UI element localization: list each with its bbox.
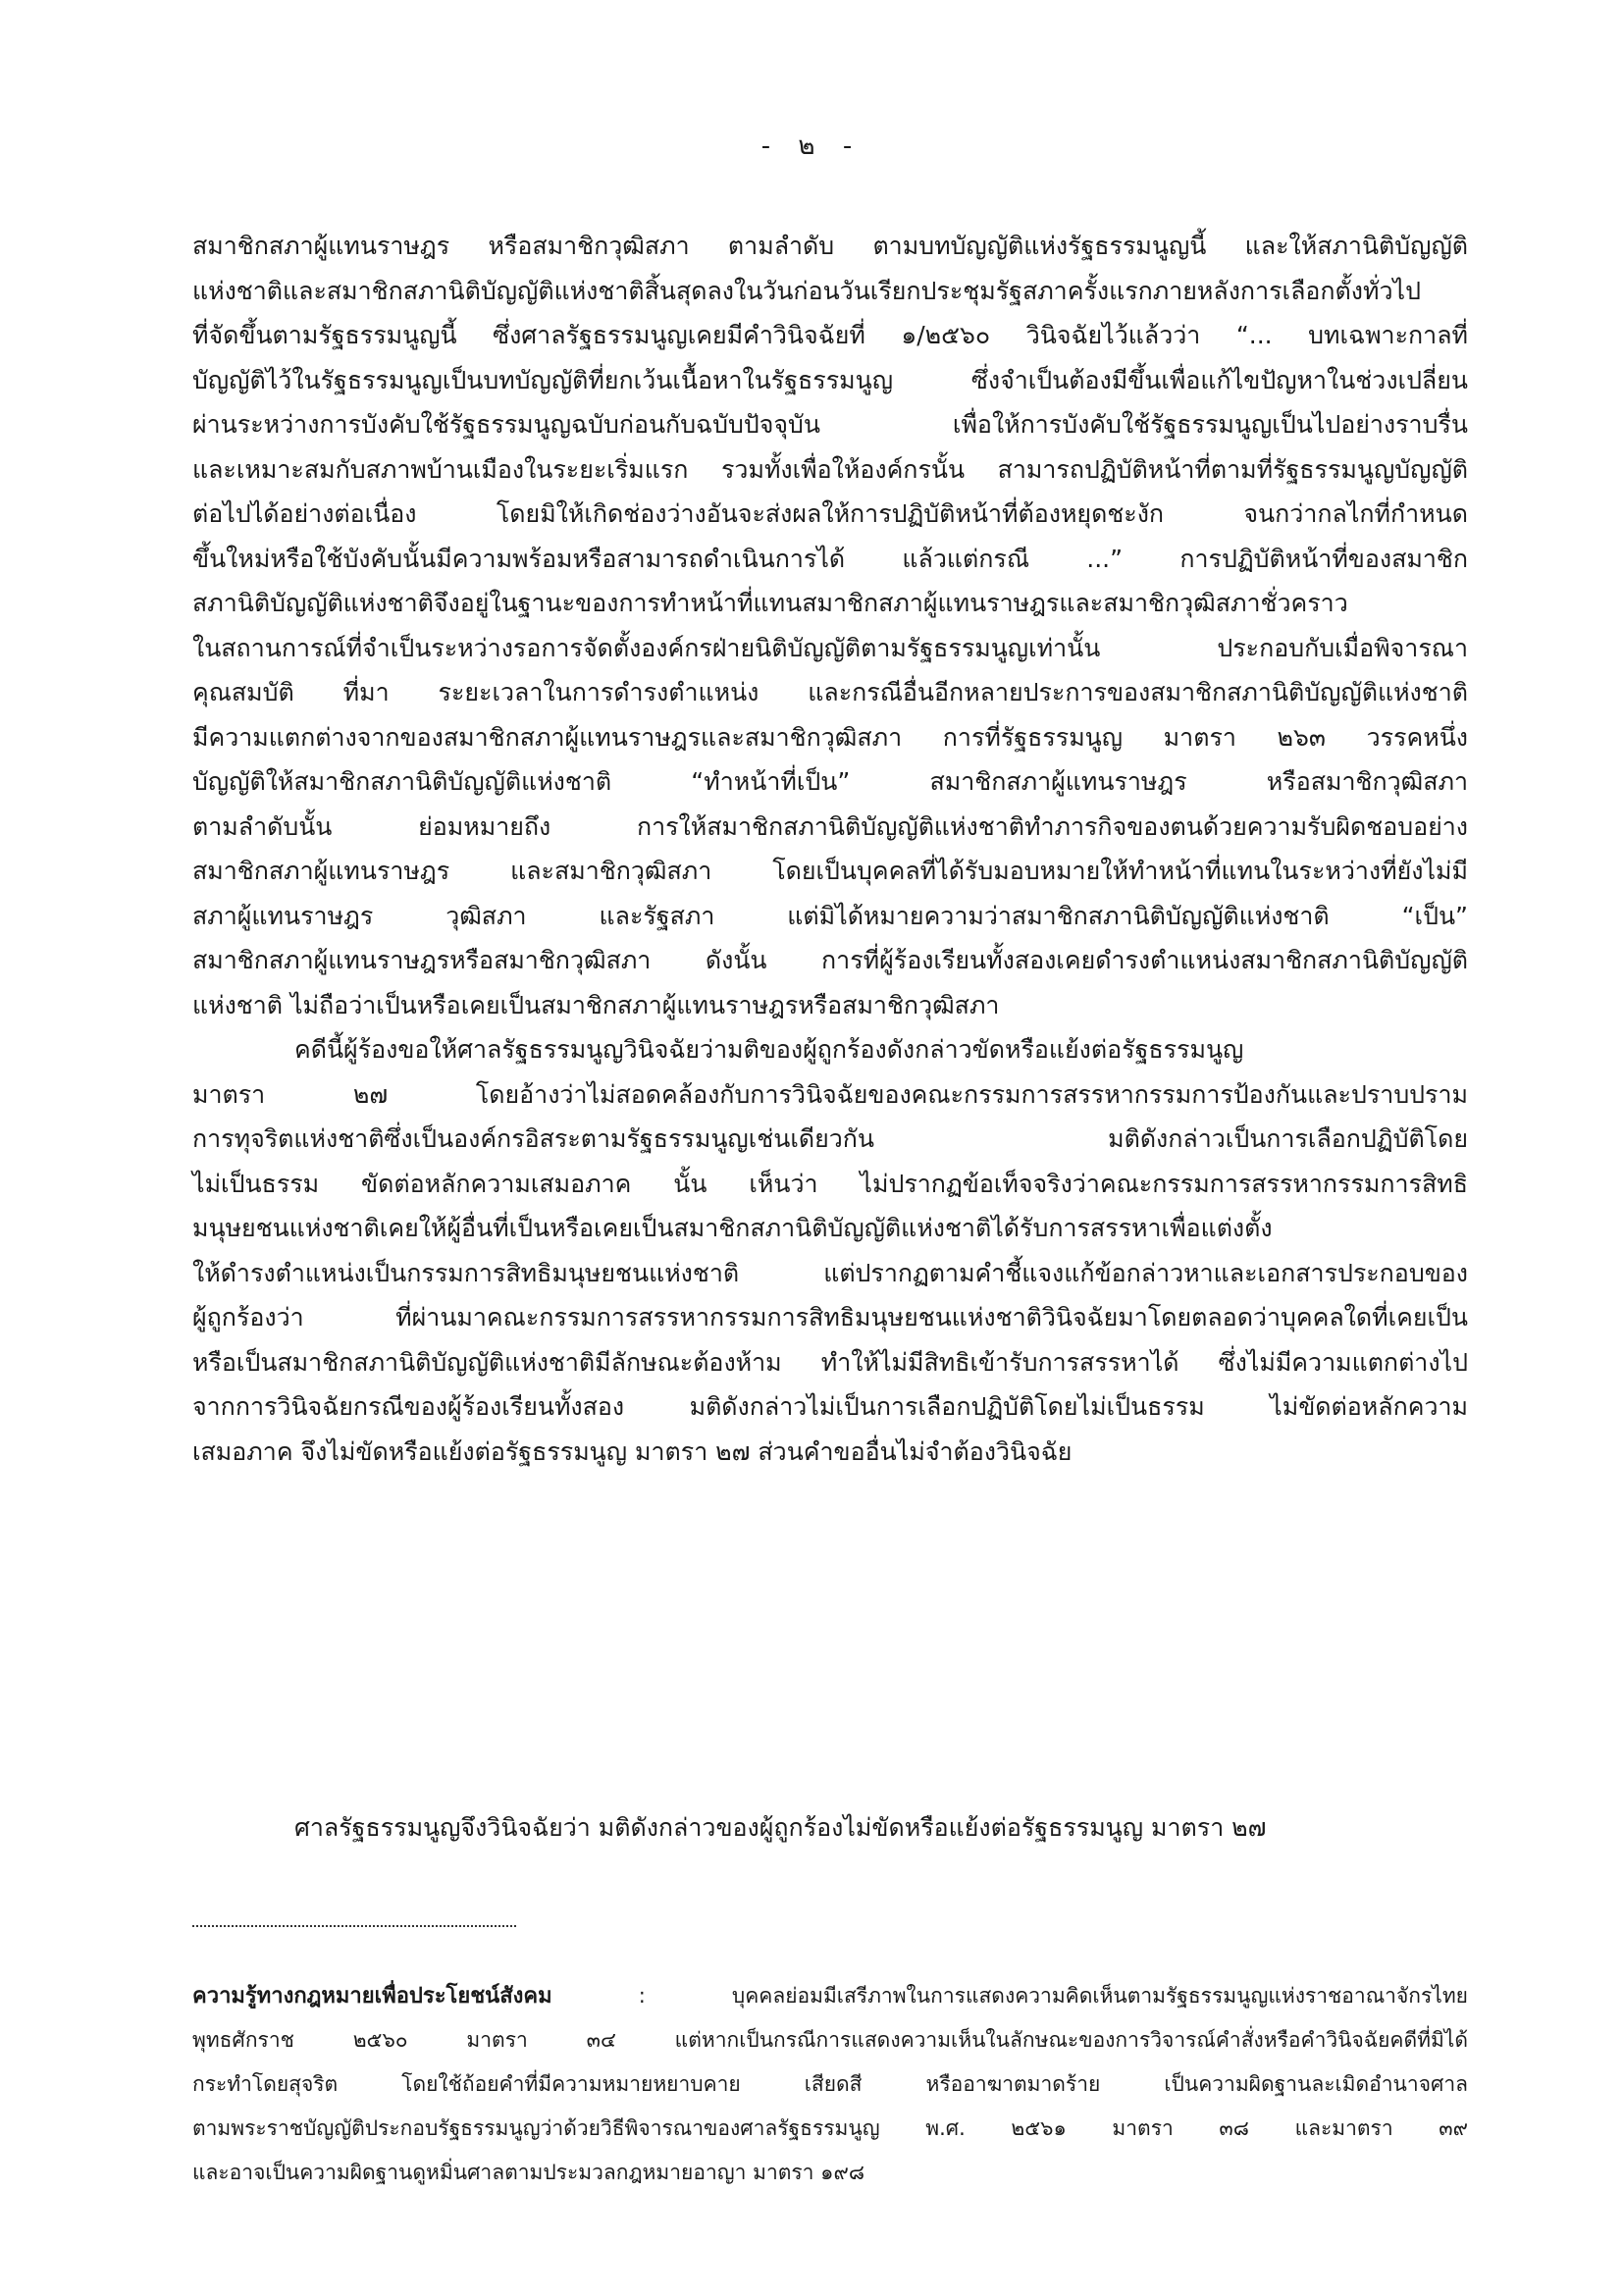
text-line: สภานิติบัญญัติแห่งชาติจึงอยู่ในฐานะของการทำหน้าที่แทนสมาชิกสภาผู้แทนราษฎรและสมาชิกวุฒิสภาชั่วคราว bbox=[192, 589, 1348, 617]
text-line: สมาชิกสภาผู้แทนราษฎร หรือสมาชิกวุฒิสภา ตามลำดับ ตามบทบัญญัติแห่งรัฐธรรมนูญนี้ และให้สภานิติบัญญัติ bbox=[192, 232, 1468, 260]
text-line: หรือเป็นสมาชิกสภานิติบัญญัติแห่งชาติมีลักษณะต้องห้าม ทำให้ไม่มีสิทธิเข้ารับการสรรหาได้ ซึ่งไม่มีความแตกต่างไป bbox=[192, 1347, 1468, 1377]
text-line: ต่อไปได้อย่างต่อเนื่อง โดยมิให้เกิดช่องว่างอันจะส่งผลให้การปฏิบัติหน้าที่ต้องหยุดชะงัก จนกว่ากลไกที่กำหนด bbox=[192, 499, 1468, 528]
text-line: มีความแตกต่างจากของสมาชิกสภาผู้แทนราษฎรและสมาชิกวุฒิสภา การที่รัฐธรรมนูญ มาตรา ๒๖๓ วรรคหนึ่ง bbox=[192, 722, 1468, 752]
verdict-paragraph: ศาลรัฐธรรมนูญจึงวินิจฉัยว่า มติดังกล่าวของผู้ถูกร้องไม่ขัดหรือแย้งต่อรัฐธรรมนูญ มาตรา ๒๗ bbox=[294, 1813, 1267, 1842]
text-line: สมาชิกสภาผู้แทนราษฎร และสมาชิกวุฒิสภา โดยเป็นบุคคลที่ได้รับมอบหมายให้ทำหน้าที่แทนในระหว่างที่ยังไม่มี bbox=[192, 857, 1468, 885]
footnote-separator bbox=[192, 1925, 516, 1927]
paragraph-2 bbox=[192, 1027, 1468, 1474]
page-number: - ๒ - bbox=[760, 131, 863, 161]
text-line: คดีนี้ผู้ร้องขอให้ศาลรัฐธรรมนูญวินิจฉัยว่ามติของผู้ถูกร้องดังกล่าวขัดหรือแย้งต่อรัฐธรรมนูญ bbox=[294, 1035, 1244, 1064]
text-line: สภาผู้แทนราษฎร วุฒิสภา และรัฐสภา แต่มิได้หมายความว่าสมาชิกสภานิติบัญญัติแห่งชาติ “เป็น” bbox=[192, 901, 1468, 930]
text-line: บัญญัติให้สมาชิกสภานิติบัญญัติแห่งชาติ “ทำหน้าที่เป็น” สมาชิกสภาผู้แทนราษฎร หรือสมาชิกวุฒิสภา bbox=[192, 767, 1468, 796]
footnote-title: ความรู้ทางกฎหมายเพื่อประโยชน์สังคม bbox=[192, 1984, 552, 2009]
paragraph-1 bbox=[192, 224, 1468, 1027]
footnote-text: บุคคลย่อมมีเสรีภาพในการแสดงความคิดเห็นตามรัฐธรรมนูญแห่งราชอาณาจักรไทย bbox=[731, 1984, 1468, 2008]
text-line: ตามลำดับนั้น ย่อมหมายถึง การให้สมาชิกสภานิติบัญญัติแห่งชาติทำภารกิจของตนด้วยความรับผิดชอบอย่าง bbox=[192, 811, 1468, 841]
text-line: คุณสมบัติ ที่มา ระยะเวลาในการดำรงตำแหน่ง และกรณีอื่นอีกหลายประการของสมาชิกสภานิติบัญญัติแห่งชาติ bbox=[192, 678, 1468, 706]
footnote-line: และอาจเป็นความผิดฐานดูหมิ่นศาลตามประมวลกฎหมายอาญา มาตรา ๑๙๘ bbox=[192, 2161, 865, 2184]
text-line: ในสถานการณ์ที่จำเป็นระหว่างรอการจัดตั้งองค์กรฝ่ายนิติบัญญัติตามรัฐธรรมนูญเท่านั้น ประกอบกับเมื่อพิจารณา bbox=[192, 633, 1468, 662]
footnote-line: พุทธศักราช ๒๕๖๐ มาตรา ๓๔ แต่หากเป็นกรณีการแสดงความเห็นในลักษณะของการวิจารณ์คำสั่งหรือคำวินิจฉัยคดีที่มิได้ bbox=[192, 2028, 1468, 2052]
text-line: ที่จัดขึ้นตามรัฐธรรมนูญนี้ ซึ่งศาลรัฐธรรมนูญเคยมีคำวินิจฉัยที่ ๑/๒๕๖๐ วินิจฉัยไว้แล้วว่า “... บทเฉพาะกาลที่ bbox=[192, 321, 1468, 349]
text-line: บัญญัติไว้ในรัฐธรรมนูญเป็นบทบัญญัติที่ยกเว้นเนื้อหาในรัฐธรรมนูญ ซึ่งจำเป็นต้องมีขึ้นเพื่อแก้ไขปัญหาในช่วงเปลี่ยน bbox=[192, 365, 1468, 394]
text-line: และเหมาะสมกับสภาพบ้านเมืองในระยะเริ่มแรก รวมทั้งเพื่อให้องค์กรนั้น สามารถปฏิบัติหน้าที่ตามที่รัฐธรรมนูญบัญญัติ bbox=[192, 454, 1468, 484]
text-line: มาตรา ๒๗ โดยอ้างว่าไม่สอดคล้องกับการวินิจฉัยของคณะกรรมการสรรหากรรมการป้องกันและปราบปราม bbox=[192, 1079, 1468, 1109]
text-line: ไม่เป็นธรรม ขัดต่อหลักความเสมอภาค นั้น เห็นว่า ไม่ปรากฏข้อเท็จจริงว่าคณะกรรมการสรรหากรรมการสิทธิ bbox=[192, 1169, 1468, 1198]
text-line: ขึ้นใหม่หรือใช้บังคับนั้นมีความพร้อมหรือสามารถดำเนินการได้ แล้วแต่กรณี ...” การปฏิบัติหน้าที่ของสมาชิก bbox=[192, 544, 1468, 573]
footnote-colon: : bbox=[638, 1984, 646, 2008]
text-line: เสมอภาค จึงไม่ขัดหรือแย้งต่อรัฐธรรมนูญ มาตรา ๒๗ ส่วนคำขออื่นไม่จำต้องวินิจฉัย bbox=[192, 1436, 1073, 1466]
document-body bbox=[192, 224, 1468, 1474]
text-line: สมาชิกสภาผู้แทนราษฎรหรือสมาชิกวุฒิสภา ดังนั้น การที่ผู้ร้องเรียนทั้งสองเคยดำรงตำแหน่งสมาชิกสภานิติบัญญัติ bbox=[192, 946, 1468, 974]
footnote-line: ตามพระราชบัญญัติประกอบรัฐธรรมนูญว่าด้วยวิธีพิจารณาของศาลรัฐธรรมนูญ พ.ศ. ๒๕๖๑ มาตรา ๓๘ และมาตรา ๓๙ bbox=[192, 2116, 1468, 2140]
text-line: ผ่านระหว่างการบังคับใช้รัฐธรรมนูญฉบับก่อนกับฉบับปัจจุบัน เพื่อให้การบังคับใช้รัฐธรรมนูญเป็นไปอย่างราบรื่น bbox=[192, 410, 1468, 439]
footnote bbox=[192, 1974, 1468, 2195]
text-line: แห่งชาติ ไม่ถือว่าเป็นหรือเคยเป็นสมาชิกสภาผู้แทนราษฎรหรือสมาชิกวุฒิสภา bbox=[192, 990, 1000, 1019]
text-line: จากการวินิจฉัยกรณีของผู้ร้องเรียนทั้งสอง มติดังกล่าวไม่เป็นการเลือกปฏิบัติโดยไม่เป็นธรรม ไม่ขัดต่อหลักความ bbox=[192, 1392, 1468, 1421]
text-line: แห่งชาติและสมาชิกสภานิติบัญญัติแห่งชาติสิ้นสุดลงในวันก่อนวันเรียกประชุมรัฐสภาครั้งแรกภายหลังการเลือกตั้งทั่วไป bbox=[192, 276, 1421, 305]
text-line: ให้ดำรงตำแหน่งเป็นกรรมการสิทธิมนุษยชนแห่งชาติ แต่ปรากฏตามคำชี้แจงแก้ข้อกล่าวหาและเอกสารประกอบของ bbox=[192, 1258, 1468, 1287]
footnote-line: กระทำโดยสุจริต โดยใช้ถ้อยคำที่มีความหมายหยาบคาย เสียดสี หรืออาฆาตมาดร้าย เป็นความผิดฐานละเมิดอำนาจศาล bbox=[192, 2072, 1468, 2096]
footnote-first-line bbox=[192, 1974, 1468, 2018]
text-line: ผู้ถูกร้องว่า ที่ผ่านมาคณะกรรมการสรรหากรรมการสิทธิมนุษยชนแห่งชาติวินิจฉัยมาโดยตลอดว่าบุคคลใดที่เคยเป็น bbox=[192, 1303, 1468, 1331]
text-line: การทุจริตแห่งชาติซึ่งเป็นองค์กรอิสระตามรัฐธรรมนูญเช่นเดียวกัน มติดังกล่าวเป็นการเลือกปฏิบัติโดย bbox=[192, 1124, 1468, 1153]
text-line: มนุษยชนแห่งชาติเคยให้ผู้อื่นที่เป็นหรือเคยเป็นสมาชิกสภานิติบัญญัติแห่งชาติได้รับการสรรหาเพื่อแต่งตั้ง bbox=[192, 1214, 1273, 1242]
